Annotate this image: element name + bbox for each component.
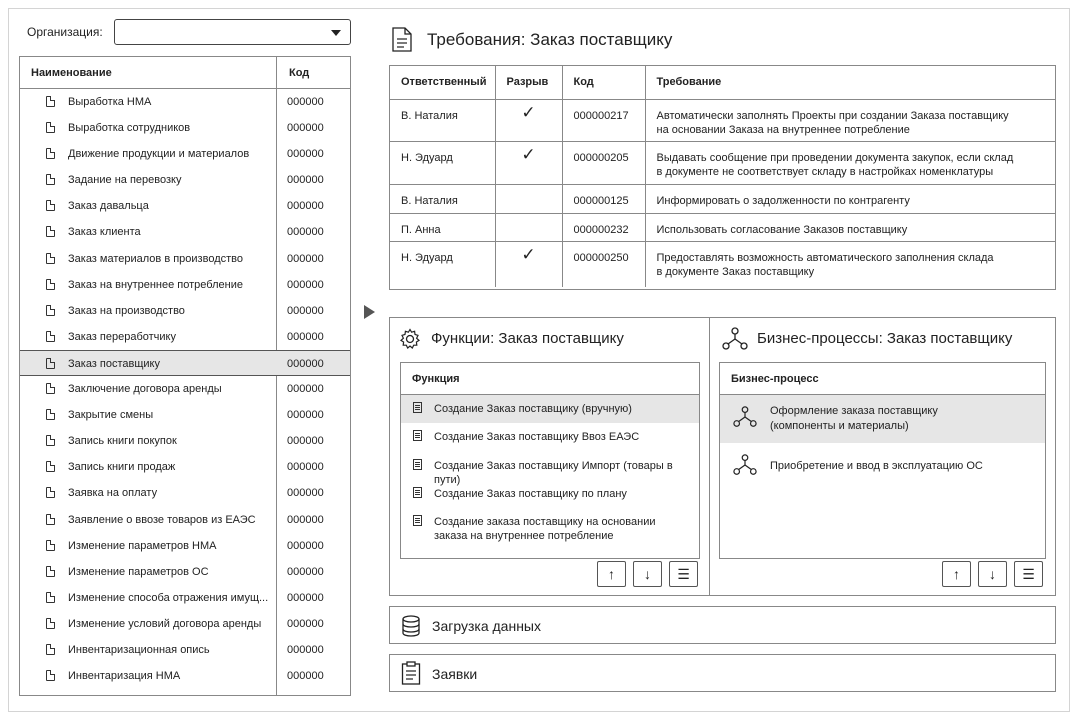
document-icon xyxy=(46,566,55,577)
table-row[interactable] xyxy=(20,167,350,193)
business-processes-list xyxy=(719,362,1046,559)
requirements-title: Требования: Заказ поставщику xyxy=(427,30,673,49)
requirement-row[interactable] xyxy=(390,99,1055,141)
function-line-1: Создание Заказ поставщику Ввоз ЕАЭС xyxy=(434,431,640,444)
document-icon xyxy=(46,592,55,603)
process-line-2: (компоненты и материалы) xyxy=(770,420,909,432)
row-name: Выработка НМА xyxy=(68,96,152,108)
document-icon xyxy=(46,383,55,394)
requirement-line-1: Использовать согласование Заказов поставщику xyxy=(656,223,908,236)
row-code: 000000 xyxy=(287,643,324,656)
function-label xyxy=(434,430,639,444)
table-row[interactable] xyxy=(20,507,350,533)
process-icon xyxy=(733,405,757,429)
business-process-label xyxy=(770,404,938,434)
move-up-button[interactable]: ↑ xyxy=(942,561,971,587)
owner-cell: В. Наталия xyxy=(390,99,495,141)
business-processes-title: Бизнес-процессы: Заказ поставщику xyxy=(757,330,1013,347)
table-header xyxy=(20,57,350,89)
function-line-2: заказа на внутреннее потребление xyxy=(434,530,614,543)
function-label xyxy=(434,402,632,416)
row-name: Заказ на производство xyxy=(68,304,185,317)
function-document-icon xyxy=(413,487,422,498)
table-row[interactable] xyxy=(20,428,350,454)
requirement-line-1: Автоматически заполнять Проекты при создании Заказа поставщику xyxy=(656,109,1009,122)
row-name: Изменение параметров НМА xyxy=(68,539,217,552)
table-row[interactable] xyxy=(20,350,350,376)
organization-label: Организация: xyxy=(27,25,103,39)
functions-title: Функции: Заказ поставщику xyxy=(431,330,624,347)
row-name: Изменение параметров ОС xyxy=(68,565,209,578)
table-row[interactable] xyxy=(20,89,350,115)
row-code: 000000 xyxy=(287,330,324,343)
functions-list xyxy=(400,362,700,559)
row-name: Движение продукции и материалов xyxy=(68,148,250,161)
row-code: 000000 xyxy=(287,461,324,474)
row-code: 000000 xyxy=(287,591,324,604)
process-line-1: Оформление заказа поставщику xyxy=(770,405,938,417)
requirement-line-1: Информировать о задолженности по контрагенту xyxy=(656,194,910,207)
organization-select[interactable] xyxy=(114,19,351,45)
document-icon xyxy=(46,358,55,369)
document-icon xyxy=(46,279,55,290)
row-code: 000000 xyxy=(287,383,324,396)
row-name: Заказ на внутреннее потребление xyxy=(68,278,243,291)
requirement-row[interactable] xyxy=(390,141,1055,184)
row-name: Заявка на оплату xyxy=(68,487,158,500)
table-row[interactable] xyxy=(20,559,350,585)
document-icon xyxy=(46,226,55,237)
document-icon xyxy=(46,409,55,420)
table-row[interactable] xyxy=(20,480,350,506)
document-icon xyxy=(46,670,55,681)
row-code: 000000 xyxy=(287,617,324,630)
function-item[interactable] xyxy=(401,508,699,552)
requests-section[interactable] xyxy=(389,654,1056,692)
table-row[interactable] xyxy=(20,376,350,402)
row-name: Заказ давальца xyxy=(68,200,149,213)
row-name: Заявление о ввозе товаров из ЕАЭС xyxy=(68,513,256,526)
function-document-icon xyxy=(413,459,422,470)
table-row[interactable] xyxy=(20,637,350,663)
row-name: Изменение способа отражения имущ... xyxy=(68,591,269,604)
code-cell: 000000250 xyxy=(562,241,645,287)
table-body xyxy=(20,89,350,689)
business-process-label xyxy=(770,459,983,474)
function-document-icon xyxy=(413,402,422,413)
gap-check-icon: ✓ xyxy=(495,141,562,184)
requirements-table xyxy=(389,65,1056,290)
requirement-line-2: на основании Заказа на внутреннее потребление xyxy=(656,123,910,136)
row-code: 000000 xyxy=(287,435,324,448)
move-down-button[interactable]: ↓ xyxy=(633,561,662,587)
table-row[interactable] xyxy=(20,533,350,559)
row-code: 000000 xyxy=(287,174,324,187)
row-name: Заказ материалов в производство xyxy=(68,252,243,265)
document-icon xyxy=(46,540,55,551)
document-icon xyxy=(46,331,55,342)
table-row[interactable] xyxy=(20,115,350,141)
gap-check-icon: ✓ xyxy=(495,99,562,141)
function-line-1: Создание Заказ поставщику Импорт (товары в пути) xyxy=(434,459,673,486)
function-item[interactable] xyxy=(401,480,699,508)
document-icon xyxy=(46,514,55,525)
row-name: Заказ поставщику xyxy=(68,357,160,370)
dropdown-arrow-icon[interactable] xyxy=(331,30,341,36)
requirement-cell xyxy=(645,241,1055,287)
gap-check-icon: ✓ xyxy=(495,241,562,287)
row-code: 000000 xyxy=(287,96,324,108)
requests-title: Заявки xyxy=(432,666,478,682)
table-row[interactable] xyxy=(20,611,350,637)
code-cell: 000000232 xyxy=(562,213,645,241)
row-name: Заключение договора аренды xyxy=(68,383,222,396)
row-name: Заказ переработчику xyxy=(68,330,176,343)
document-icon xyxy=(46,487,55,498)
header-gap[interactable]: Разрыв xyxy=(495,66,562,99)
row-code: 000000 xyxy=(287,539,324,552)
row-code: 000000 xyxy=(287,565,324,578)
table-row[interactable] xyxy=(20,454,350,480)
row-name: Выработка сотрудников xyxy=(68,122,191,135)
row-code: 000000 xyxy=(287,487,324,500)
function-document-icon xyxy=(413,430,422,441)
gap-check-icon xyxy=(495,184,562,213)
requirement-cell xyxy=(645,99,1055,141)
row-code: 000000 xyxy=(287,409,324,422)
code-cell: 000000205 xyxy=(562,141,645,184)
owner-cell: Н. Эдуард xyxy=(390,241,495,287)
requirement-row[interactable] xyxy=(390,213,1055,241)
function-line-1: Создание Заказ поставщику (вручную) xyxy=(434,403,632,415)
table-row[interactable] xyxy=(20,663,350,689)
expand-arrow-icon[interactable] xyxy=(364,305,375,319)
document-icon xyxy=(392,27,412,52)
business-processes-header[interactable]: Бизнес-процесс xyxy=(720,363,1045,395)
requirement-cell xyxy=(645,213,1055,241)
row-name: Закрытие смены xyxy=(68,409,154,422)
table-row[interactable] xyxy=(20,246,350,272)
requirement-line-2: в документе не соответствует складу в настройках номенклатуры xyxy=(656,165,994,178)
menu-button[interactable]: ☰ xyxy=(1014,561,1043,587)
document-icon xyxy=(46,253,55,264)
process-icon xyxy=(733,453,757,477)
function-line-1: Создание заказа поставщику на основании xyxy=(434,516,656,529)
table-row[interactable] xyxy=(20,298,350,324)
document-icon xyxy=(46,96,55,107)
function-line-1: Создание Заказ поставщику по плану xyxy=(434,487,627,500)
document-icon xyxy=(46,618,55,629)
move-down-button[interactable]: ↓ xyxy=(978,561,1007,587)
row-name: Изменение условий договора аренды xyxy=(68,617,262,630)
owner-cell: В. Наталия xyxy=(390,184,495,213)
owner-cell: П. Анна xyxy=(390,213,495,241)
function-label xyxy=(434,515,656,543)
row-code: 000000 xyxy=(287,513,324,526)
data-load-title: Загрузка данных xyxy=(432,618,541,634)
header-name[interactable]: Наименование xyxy=(31,67,112,79)
document-icon xyxy=(46,461,55,472)
document-icon xyxy=(46,122,55,133)
requirement-line-1: Выдавать сообщение при проведении документа закупок, если склад xyxy=(656,151,1014,164)
requirement-cell xyxy=(645,141,1055,184)
row-code: 000000 xyxy=(287,252,324,265)
row-name: Инвентаризационная опись xyxy=(68,643,210,656)
requirement-line-2: в документе Заказ поставщику xyxy=(656,265,815,278)
code-cell: 000000217 xyxy=(562,99,645,141)
functions-header[interactable]: Функция xyxy=(401,363,699,395)
table-row[interactable] xyxy=(20,193,350,219)
header-owner[interactable]: Ответственный xyxy=(390,66,495,99)
function-item[interactable] xyxy=(401,452,699,486)
header-requirement[interactable]: Требование xyxy=(645,66,1055,99)
row-code: 000000 xyxy=(287,226,324,239)
table-row[interactable] xyxy=(20,272,350,298)
document-icon xyxy=(46,148,55,159)
process-icon xyxy=(722,327,748,351)
function-item[interactable] xyxy=(401,423,699,451)
row-code: 000000 xyxy=(287,357,324,370)
table-row[interactable] xyxy=(20,402,350,428)
database-icon xyxy=(401,615,421,637)
row-name: Инвентаризация НМА xyxy=(68,670,181,683)
gear-icon xyxy=(399,328,421,350)
document-types-table xyxy=(19,56,351,696)
function-document-icon xyxy=(413,515,422,526)
table-row[interactable] xyxy=(20,219,350,245)
gap-check-icon xyxy=(495,213,562,241)
requirement-cell xyxy=(645,184,1055,213)
requirement-row[interactable] xyxy=(390,184,1055,213)
functions-panel xyxy=(389,317,710,596)
business-processes-panel xyxy=(710,317,1056,596)
requirement-line-1: Предоставлять возможность автоматического заполнения склада xyxy=(656,251,994,264)
header-code[interactable]: Код xyxy=(289,67,310,79)
row-code: 000000 xyxy=(287,278,324,291)
row-code: 000000 xyxy=(287,670,324,683)
table-row[interactable] xyxy=(20,141,350,167)
move-up-button[interactable]: ↑ xyxy=(597,561,626,587)
process-line-1: Приобретение и ввод в эксплуатацию ОС xyxy=(770,460,983,472)
row-code: 000000 xyxy=(287,200,324,213)
owner-cell: Н. Эдуард xyxy=(390,141,495,184)
row-code: 000000 xyxy=(287,304,324,317)
document-icon xyxy=(46,200,55,211)
code-cell: 000000125 xyxy=(562,184,645,213)
function-label xyxy=(434,487,627,501)
row-code: 000000 xyxy=(287,122,324,135)
document-icon xyxy=(46,305,55,316)
header-code[interactable]: Код xyxy=(562,66,645,99)
business-process-item[interactable] xyxy=(720,395,1045,443)
row-name: Заказ клиента xyxy=(68,226,141,239)
row-name: Запись книги продаж xyxy=(68,461,176,474)
menu-button[interactable]: ☰ xyxy=(669,561,698,587)
document-icon xyxy=(46,174,55,185)
business-process-item[interactable] xyxy=(720,443,1045,491)
table-row[interactable] xyxy=(20,585,350,611)
data-load-section[interactable] xyxy=(389,606,1056,644)
row-name: Запись книги покупок xyxy=(68,435,177,448)
clipboard-icon xyxy=(401,661,421,685)
requirement-row[interactable] xyxy=(390,241,1055,287)
document-icon xyxy=(46,435,55,446)
table-row[interactable] xyxy=(20,324,350,350)
document-icon xyxy=(46,644,55,655)
function-item[interactable] xyxy=(401,395,699,423)
row-name: Задание на перевозку xyxy=(68,174,182,187)
row-code: 000000 xyxy=(287,148,324,161)
